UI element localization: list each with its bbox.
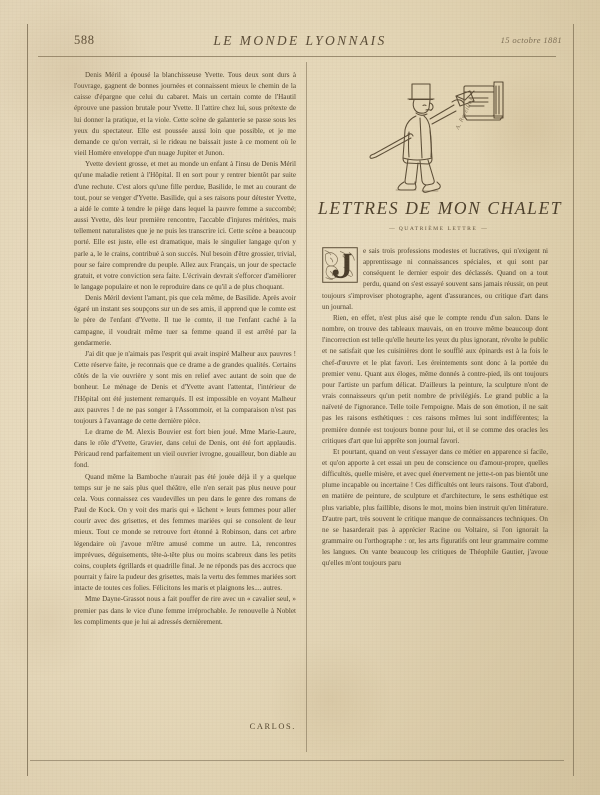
- paragraph: Mme Dayne-Grassot nous a fait pouffer de rire avec un « cavalier seul, » premier pas dans le vice d'une femme irréprochable. Je renouvelle à Noblet les compliments que je lui ai adressés dernièrement.: [74, 595, 296, 626]
- publication-title: LE MONDE LYONNAIS: [213, 33, 387, 48]
- article-title: LETTRES DE MON CHALET: [318, 198, 563, 218]
- column-separator-rule: [306, 62, 307, 752]
- footer-divider-rule: [30, 760, 564, 761]
- paragraph: Et pourtant, quand on veut s'essayer dans ce métier en apparence si facile, et qu'on apporte à cet essai un peu de conscience ou d'amour-propre, quelles difficultés, quelle misère, et avec quel énervement ne jette-t-on pas bientôt une plume incapable ou incertaine ! Ces difficultés ont leurs raisons. Tout d'abord, en matière de peinture, de sculpture et d'architecture, le sens esthétique est plus variable, plus faillible, disons le mot, moins bien instruit qu'en littérature. D'autre part, très souvent le critique manque de connaissances techniques. On ne se hasarderait pas à apprécier Racine ou Voltaire, si l'on ignorait la grammaire ou l'orthographe : or, les arts figuratifs ont leur grammaire comme les langues. On vante beaucoup les critiques de Théophile Gautier, j'avoue qu'elles m'ont toujours paru: [322, 447, 548, 568]
- paragraph-with-dropcap: [322, 246, 548, 313]
- issue-date: 15 octobre 1881: [500, 35, 562, 45]
- ornamental-dropcap-j: [322, 247, 358, 283]
- illustrator-signature: A. Reveillon: [455, 96, 476, 131]
- paragraph: Denis Méril a épousé la blanchisseuse Yvette. Tous deux sont durs à l'ouvrage, gagnent de bonnes journées et connaissent mieux le chemin de la caisse d'épargne que celui du cabaret. Mais un certain comte de l'Hautil éprouve une passion brutale pour Yvette. Il l'attire chez lui, sous prétexte de lui donner la pratique, et la viole. Cette scène de galanterie se passe sous les yeux du spectateur. Elle est poussée aussi loin que possible, et je me demande ce qu'on verrait, si le rideau ne baissait juste à ce moment où le vieil Homère enveloppe d'un nuage Jupiter et Junon.: [74, 71, 296, 158]
- page-border-right-rule: [573, 24, 574, 776]
- subtitle-dash-left: —: [389, 226, 395, 232]
- paragraph: J'ai dit que je n'aimais pas l'esprit qui avait inspiré Malheur aux pauvres ! Cette réserve faite, je reconnais que ce drame a de grandes qualités. Certains côtés de la vie ouvrière y sont mis en relief avec autant de soin que de bonheur. Le ménage de Denis et d'Yvette avant l'attentat, l'intérieur de l'Hôpital ont été justement remarqués. Il est impossible en voyant Malheur aux pauvres ! de ne pas songer à l'Assommoir, et la comparaison n'est pas toujours à l'avantage de cette dernière pièce.: [74, 349, 296, 425]
- paragraph: Le drame de M. Alexis Bouvier est fort bien joué. Mme Marie-Laure, dans le rôle d'Yvette, Gravier, dans celui de Denis, ont été fort applaudis. Péricaud rend parfaitement un vieil ouvrier ivrogne, gouailleur, bon diable au fond.: [74, 428, 296, 470]
- paragraph: Denis Méril devient l'amant, pis que cela même, de Basilide. Après avoir égaré un instant ses soupçons sur un de ses amis, il apprend que le comte est le père de l'enfant d'Yvette. Il tue le comte, il tue l'enfant caché à la campagne, il voudrait même tuer sa femme quand il est arrêté par la gendarmerie.: [74, 294, 296, 347]
- author-signature: CARLOS.: [249, 722, 296, 731]
- paragraph: Rien, en effet, n'est plus aisé que le compte rendu d'un salon. Dans le nombre, on trouve des tableaux mauvais, on en trouve même beaucoup dont l'incorrection est telle qu'elle heurte les yeux du plus ignorant, révolte le public et ne satisfait que les cuisinières dont le soufflé aux épinards est à la fois le chef-d'œuvre et le plat favori. Les éreintements sont donc à la portée du premier venu. Quant aux éloges, même donnés à contre-pied, ils ont toujours pour l'artiste un parfum délicat. D'ailleurs la peinture, la sculpture n'ont de vrais connaisseurs qu'un petit nombre de privilégiés. Le grand public a la naïveté de l'ignorance. Telle toile l'empoigne. Mais de son émotion, il ne sait pas les raisons esthétiques : ces raisons mêmes lui sont indifférentes; la première donnée est toujours bonne pour lui, et il se comme des oracles les critiques d'art que lui apprête son journal favori.: [322, 313, 548, 445]
- page-border-left-rule: [27, 24, 28, 776]
- paragraph-text: e sais trois professions modestes et lucratives, qui n'exigent ni apprentissage ni connaissances spéciales, et qui sont par conséquent le dernier espoir des déclassés. Quand on a tout perdu, quand on s'est essayé souvent sans jamais réussir, on peut toujours s'improviser photographe, agent d'assurances, ou critique d'art dans un journal.: [322, 247, 548, 311]
- paragraph: Quand même la Bamboche n'aurait pas été jouée déjà il y a quelque temps sur je ne sais plus quel théâtre, elle n'en serait pas plus neuve pour cela. Vous connaissez ces vaudevilles un peu dans le genre des romans de Paul de Kock. On y voit des maris qui « lâchent » leurs femmes pour aller courir avec des grisettes, et des femmes mariées qui se consolent de leur mieux. Tout ce monde se retrouve fort étonné à Robinson, dans cet arbre légendaire où j'avoue m'être amusé comme un autre. Là, rencontres imprévues, déguisements, tête-à-tête plus ou moins scabreux dans les petits coins, couplets égrillards et quadrille final. Je ne réponds pas des accrocs que pourrait y faire la pudeur des grisettes, mais la vertu des femmes mariées sort intacte de toutes ces folies. Félicitons les maris et plaignons les.... autres.: [74, 472, 296, 593]
- left-text-column: [74, 70, 296, 628]
- illustration-man-posting-letter: [352, 72, 512, 194]
- article-subtitle: [318, 226, 558, 232]
- paragraph: Yvette devient grosse, et met au monde un enfant à l'insu de Denis Méril qu'une maladie retient à l'Hôpital. Il en sort pour y rentrer bientôt par suite d'une rechute. C'est alors qu'une fille perdue, Basilide, le met au courant de tout, pour se venger d'Yvette. Basilide, qui a ses raisons pour détester Yvette, a aidé le comte à tendre le piège dans lequel la pauvre femme a succombé; aussi Yvette, dès leur première rencontre, l'accable d'injures méritées, mais tellement naturalistes que je ne puis les transcrire ici. Cette scène a beaucoup porté. Elle est juste, elle est dramatique, mais le singulier langage qu'on y parle a, le le crains, contribué à son succès. Nul besoin d'être grossier, trivial, pour se faire comprendre du peuple. Allez aux Français, un jour de spectacle gratuit, et votre conviction sera faite. L'écrivain devrait s'efforcer d'amèliorer le langage populaire et non le reproduire dans ce qu'il a de plus choquant.: [74, 160, 296, 291]
- subtitle-dash-right: —: [481, 226, 487, 232]
- right-text-column: [322, 246, 548, 570]
- header-divider-rule: [38, 56, 556, 57]
- page-number: 588: [74, 33, 95, 47]
- subtitle-text: QUATRIÈME LETTRE: [398, 226, 478, 232]
